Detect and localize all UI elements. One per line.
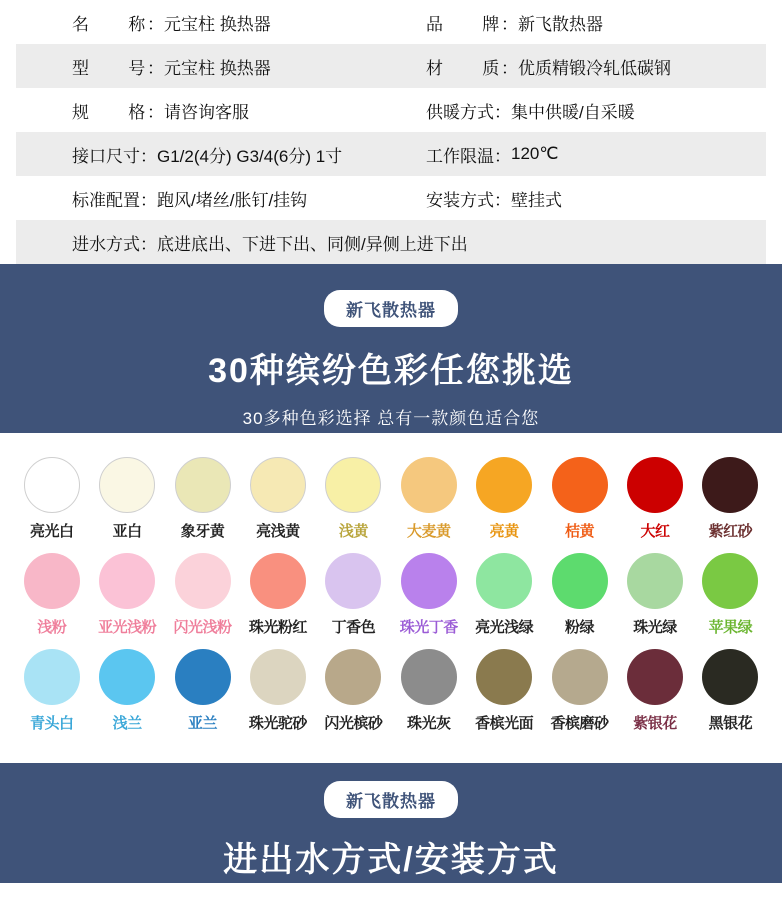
- color-label: 象牙黄: [180, 523, 225, 540]
- color-item[interactable]: [14, 649, 89, 733]
- spec-label: 名 称：: [72, 14, 164, 34]
- color-swatch: [99, 553, 155, 609]
- color-label: 粉绿: [565, 619, 595, 636]
- spec-value: 跑风/堵丝/胀钉/挂钩: [157, 190, 308, 210]
- color-label: 亮光白: [29, 523, 74, 540]
- color-label: 桔黄: [565, 523, 595, 540]
- color-label: 珠光绿: [633, 619, 677, 636]
- spec-value: 120℃: [511, 144, 559, 163]
- color-item[interactable]: [391, 649, 466, 733]
- color-row: [14, 649, 768, 733]
- spec-cell-standard-config: [16, 176, 392, 220]
- color-swatch: [476, 553, 532, 609]
- color-swatch: [552, 649, 608, 705]
- color-swatch-grid: [0, 433, 782, 763]
- color-label: 亮浅黄: [256, 523, 300, 540]
- color-swatch: [325, 457, 381, 513]
- color-item[interactable]: [542, 457, 617, 541]
- color-item[interactable]: [165, 553, 240, 637]
- color-item[interactable]: [542, 553, 617, 637]
- color-label: 亚白: [112, 523, 142, 540]
- spec-label: 接口尺寸：: [72, 146, 157, 166]
- color-item[interactable]: [617, 649, 692, 733]
- spec-value: 请咨询客服: [164, 102, 249, 122]
- color-item[interactable]: [165, 457, 240, 541]
- brand-pill: 新飞散热器: [324, 781, 458, 818]
- color-item[interactable]: [693, 553, 768, 637]
- color-item[interactable]: [617, 457, 692, 541]
- color-item[interactable]: [617, 553, 692, 637]
- color-swatch: [552, 553, 608, 609]
- banner-title: 30种缤纷色彩任您挑选: [208, 352, 574, 390]
- color-swatch: [627, 457, 683, 513]
- color-label: 紫银花: [633, 715, 677, 732]
- spec-label: 安装方式：: [426, 190, 511, 210]
- install-banner: [0, 763, 782, 883]
- color-swatch: [175, 457, 231, 513]
- spec-label: 供暖方式：: [426, 102, 511, 122]
- color-row: [14, 553, 768, 637]
- color-swatch: [476, 649, 532, 705]
- color-swatch: [476, 457, 532, 513]
- color-item[interactable]: [89, 457, 164, 541]
- color-item[interactable]: [240, 649, 315, 733]
- color-item[interactable]: [316, 457, 391, 541]
- color-label: 紫红砂: [708, 523, 753, 540]
- color-label: 亚光浅粉: [98, 619, 157, 636]
- color-swatch: [627, 649, 683, 705]
- color-label: 浅兰: [112, 715, 142, 732]
- spec-cell-work-temp: [392, 132, 766, 176]
- spec-value: 元宝柱 换热器: [164, 14, 271, 34]
- color-label: 珠光灰: [406, 715, 451, 732]
- spec-value: 元宝柱 换热器: [164, 58, 271, 78]
- table-row: [16, 132, 766, 176]
- color-item[interactable]: [240, 457, 315, 541]
- color-swatch: [24, 649, 80, 705]
- color-item[interactable]: [316, 649, 391, 733]
- color-item[interactable]: [466, 457, 541, 541]
- spec-label: 型 号：: [72, 58, 164, 78]
- color-item[interactable]: [240, 553, 315, 637]
- color-item[interactable]: [466, 553, 541, 637]
- color-swatch: [250, 457, 306, 513]
- color-swatch: [702, 649, 758, 705]
- spec-cell-heating-mode: [392, 88, 766, 132]
- color-item[interactable]: [14, 553, 89, 637]
- table-row: [16, 220, 766, 264]
- color-label: 香槟磨砂: [550, 715, 609, 732]
- color-swatch: [175, 649, 231, 705]
- color-label: 香槟光面: [475, 715, 534, 732]
- color-swatch: [250, 649, 306, 705]
- table-row: [16, 44, 766, 88]
- color-banner: [0, 264, 782, 433]
- color-label: 浅粉: [37, 619, 67, 636]
- spec-cell-brand: [392, 0, 766, 44]
- color-item[interactable]: [466, 649, 541, 733]
- color-label: 苹果绿: [708, 619, 753, 636]
- color-label: 亮黄: [489, 523, 519, 540]
- color-swatch: [24, 553, 80, 609]
- color-item[interactable]: [391, 457, 466, 541]
- color-swatch: [250, 553, 306, 609]
- spec-cell-interface-size: [16, 132, 392, 176]
- color-item[interactable]: [542, 649, 617, 733]
- spec-cell-name: [16, 0, 392, 44]
- color-swatch: [552, 457, 608, 513]
- spec-cell-spec: [16, 88, 392, 132]
- color-label: 闪光槟砂: [324, 715, 383, 732]
- color-item[interactable]: [391, 553, 466, 637]
- color-swatch: [24, 457, 80, 513]
- color-label: 丁香色: [331, 619, 376, 636]
- spec-label: 材 质：: [426, 58, 518, 78]
- banner-title: 进出水方式/安装方式: [223, 841, 559, 879]
- spec-cell-install-mode: [392, 176, 766, 220]
- spec-cell-water-inlet-mode: [16, 220, 766, 264]
- color-swatch: [99, 649, 155, 705]
- color-label: 大麦黄: [406, 523, 451, 540]
- color-swatch: [325, 553, 381, 609]
- color-swatch: [325, 649, 381, 705]
- banner-subtitle: 30多种色彩选择 总有一款颜色适合您: [242, 409, 540, 428]
- color-label: 珠光驼砂: [248, 715, 307, 732]
- color-label: 珠光粉红: [248, 619, 307, 636]
- spec-cell-material: [392, 44, 766, 88]
- spec-value: 壁挂式: [511, 190, 562, 210]
- spec-label: 进水方式：: [72, 234, 157, 254]
- color-label: 浅黄: [338, 523, 368, 540]
- table-row: [16, 0, 766, 44]
- color-label: 亚兰: [188, 715, 218, 732]
- color-label: 青头白: [29, 715, 74, 732]
- spec-label: 品 牌：: [426, 14, 518, 34]
- color-item[interactable]: [89, 649, 164, 733]
- spec-table: [0, 0, 782, 264]
- spec-value: 集中供暖/自采暖: [511, 102, 635, 122]
- spec-label: 工作限温：: [426, 146, 511, 166]
- color-label: 闪光浅粉: [173, 619, 232, 636]
- color-item[interactable]: [89, 553, 164, 637]
- color-item[interactable]: [165, 649, 240, 733]
- spec-value: 优质精锻冷轧低碳钢: [518, 58, 671, 78]
- color-item[interactable]: [14, 457, 89, 541]
- color-swatch: [401, 649, 457, 705]
- color-row: [14, 457, 768, 541]
- brand-pill: 新飞散热器: [324, 290, 458, 327]
- color-label: 大红: [640, 523, 670, 540]
- table-row: [16, 88, 766, 132]
- spec-cell-model: [16, 44, 392, 88]
- spec-label: 标准配置：: [72, 190, 157, 210]
- spec-value: 底进底出、下进下出、同侧/异侧上进下出: [157, 234, 468, 254]
- color-swatch: [99, 457, 155, 513]
- color-label: 珠光丁香: [399, 619, 458, 636]
- color-label: 亮光浅绿: [475, 619, 534, 636]
- color-item[interactable]: [316, 553, 391, 637]
- color-item[interactable]: [693, 457, 768, 541]
- table-row: [16, 176, 766, 220]
- color-item[interactable]: [693, 649, 768, 733]
- color-swatch: [702, 553, 758, 609]
- color-swatch: [401, 553, 457, 609]
- color-swatch: [401, 457, 457, 513]
- spec-label: 规 格：: [72, 102, 164, 122]
- color-swatch: [175, 553, 231, 609]
- color-swatch: [627, 553, 683, 609]
- spec-value: 新飞散热器: [518, 14, 603, 34]
- color-swatch: [702, 457, 758, 513]
- color-label: 黑银花: [708, 715, 753, 732]
- spec-value: G1/2(4分) G3/4(6分) 1寸: [157, 146, 343, 166]
